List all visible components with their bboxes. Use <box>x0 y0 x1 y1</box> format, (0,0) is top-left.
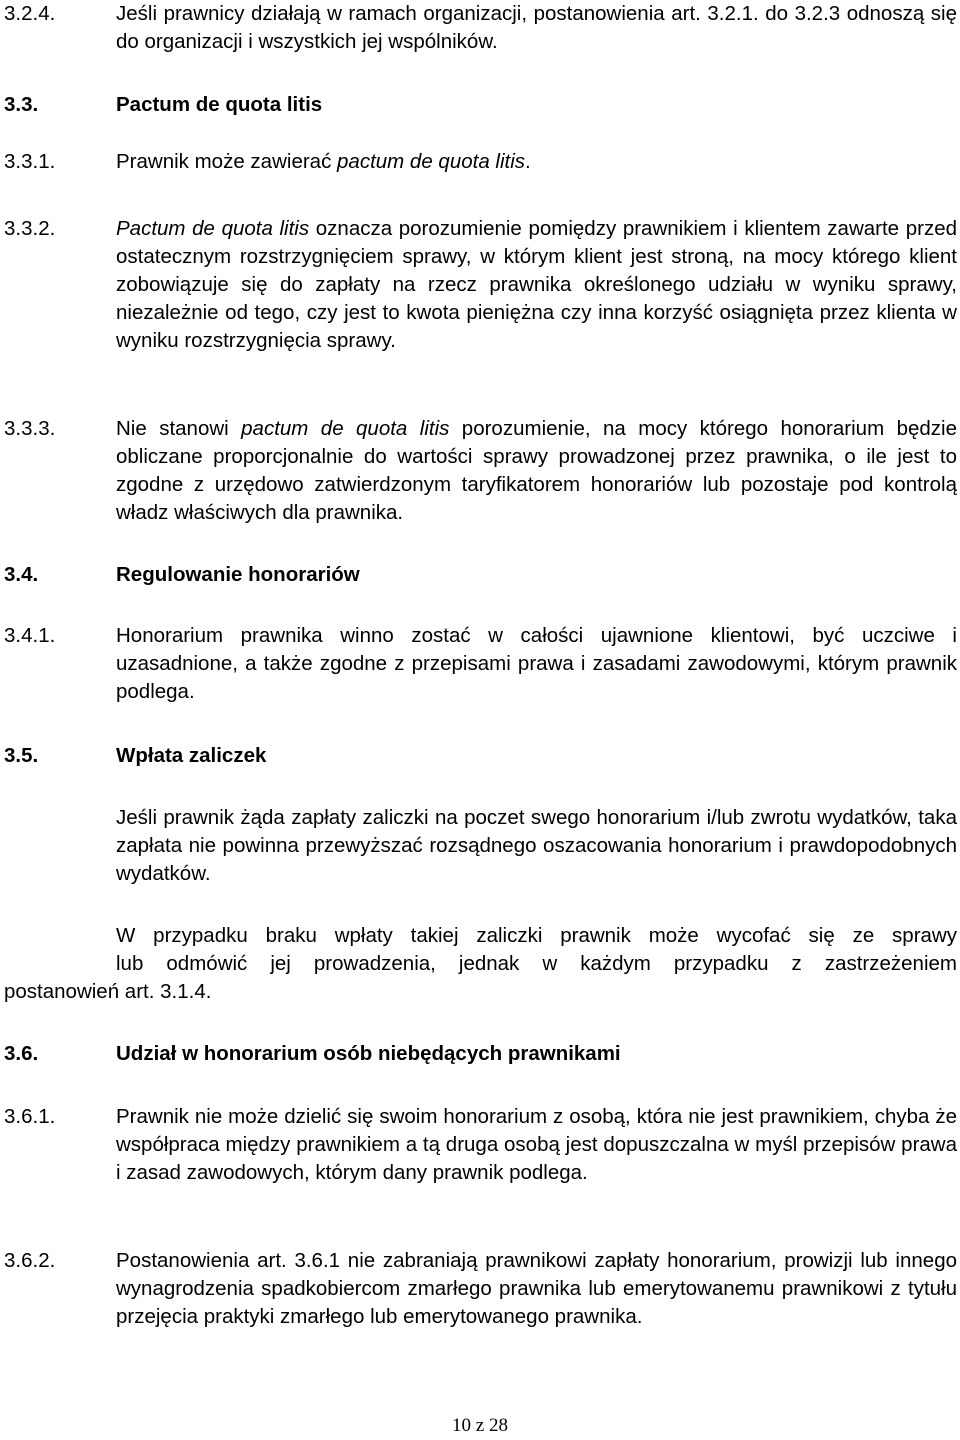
italic-term: pactum de quota litis <box>337 150 526 173</box>
text-run: Prawnik może zawierać <box>116 150 338 173</box>
paragraph-line: W przypadku braku wpłaty takiej zaliczki prawnik może wycofać się ze sprawy <box>116 924 957 947</box>
section-title: Wpłata zaliczek <box>116 744 267 767</box>
section-number: 3.6. <box>4 1042 39 1065</box>
section-title: Udział w honorarium osób niebędących prawnikami <box>116 1042 621 1065</box>
section-text: Jeśli prawnicy działają w ramach organizacji, postanowienia art. 3.2.1. do 3.2.3 odnoszą się do organizacji i wszystkich jej wspólników. <box>116 2 957 53</box>
text-run: . <box>525 150 531 173</box>
paragraph-line: lub odmówić jej prowadzenia, jednak w każdym przypadku z zastrzeżeniem <box>116 952 957 975</box>
section-number: 3.6.1. <box>4 1105 56 1128</box>
section-number: 3.4. <box>4 563 39 586</box>
section-text <box>116 415 957 527</box>
text-run: porozumienie, na mocy którego honorarium będzie obliczane proporcjonalnie do wartości sprawy prowadzonej przez prawnika, o ile jest to zgodne z urzędowo zatwierdzonym taryfikatorem honorariów lub pozostaje pod kontrolą władz właściwych dla prawnika. <box>116 417 957 524</box>
paragraph-line: postanowień art. 3.1.4. <box>4 980 212 1003</box>
section-number: 3.3.2. <box>4 217 56 240</box>
section-text: Prawnik nie może dzielić się swoim honorarium z osobą, która nie jest prawnikiem, chyba że współpraca między prawnikiem a tą druga osobą jest dopuszczalna w myśl przepisów prawa i zasad zawodowych, którym dany prawnik podlega. <box>116 1105 957 1184</box>
section-text: Postanowienia art. 3.6.1 nie zabraniają prawnikowi zapłaty honorarium, prowizji lub innego wynagrodzenia spadkobiercom zmarłego prawnika lub emerytowanemu prawnikowi z tytułu przejęcia praktyki zmarłego lub emerytowanego prawnika. <box>116 1249 957 1328</box>
section-number: 3.2.4. <box>4 2 56 25</box>
section-number: 3.3.1. <box>4 150 56 173</box>
section-text <box>116 148 957 176</box>
section-number: 3.5. <box>4 744 39 767</box>
page-number: 10 z 28 <box>452 1415 508 1436</box>
italic-term: pactum de quota litis <box>241 417 450 440</box>
section-number: 3.6.2. <box>4 1249 56 1272</box>
text-run: oznacza porozumienie pomiędzy prawnikiem i klientem zawarte przed ostatecznym rozstrzygnięciem sprawy, w którym klient jest stroną, na mocy którego klient zobowiązuje się do zapłaty na rzecz prawnika określonego udziału w wyniku sprawy, niezależnie od tego, czy jest to kwota pieniężna czy inna korzyść osiągnięta przez klienta w wyniku rozstrzygnięcia sprawy. <box>116 217 957 352</box>
section-title: Regulowanie honorariów <box>116 563 360 586</box>
paragraph-text: Jeśli prawnik żąda zapłaty zaliczki na poczet swego honorarium i/lub zwrotu wydatków, taka zapłata nie powinna przewyższać rozsądnego oszacowania honorarium i prawdopodobnych wydatków. <box>116 806 957 885</box>
text-run: Nie stanowi <box>116 417 242 440</box>
section-number: 3.3. <box>4 93 39 116</box>
section-text: Honorarium prawnika winno zostać w całości ujawnione klientowi, być uczciwe i uzasadnione, a także zgodne z przepisami prawa i zasadami zawodowymi, którym prawnik podlega. <box>116 624 957 703</box>
section-title: Pactum de quota litis <box>116 93 323 116</box>
section-text <box>116 215 957 355</box>
section-number: 3.3.3. <box>4 417 56 440</box>
section-number: 3.4.1. <box>4 624 56 647</box>
italic-term: Pactum de quota litis <box>116 217 310 240</box>
